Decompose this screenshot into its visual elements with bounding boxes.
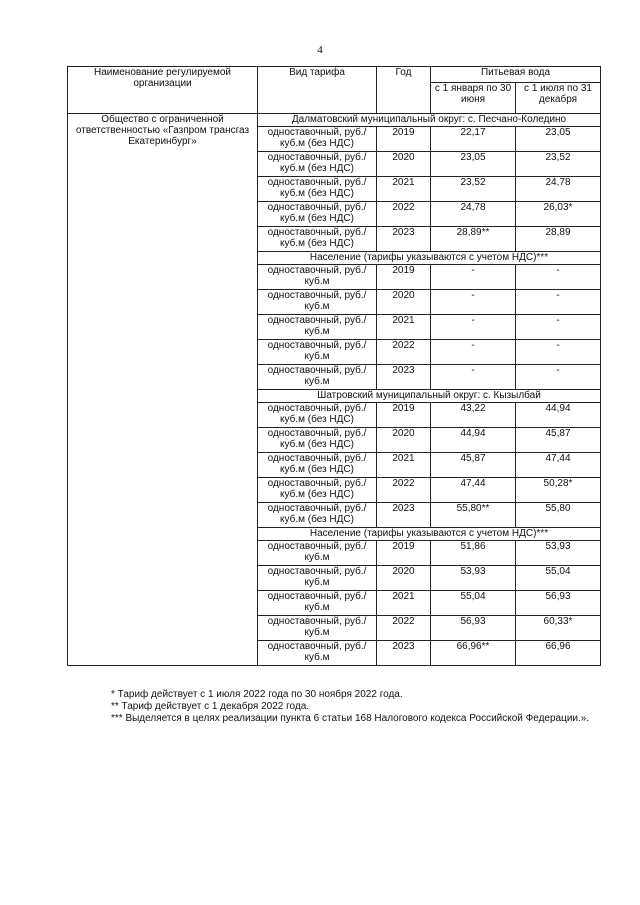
tariff-first-half-cell: 55,04 (431, 591, 516, 616)
tariff-type-cell: одноставочный, руб./куб.м (258, 616, 377, 641)
year-cell: 2022 (377, 616, 431, 641)
tariff-type-cell: одноставочный, руб./куб.м (без НДС) (258, 478, 377, 503)
tariff-second-half-cell: - (516, 265, 601, 290)
year-cell: 2021 (377, 177, 431, 202)
year-cell: 2020 (377, 152, 431, 177)
section-header-row (68, 114, 601, 127)
footnote-3: *** Выделяется в целях реализации пункта 6 статьи 168 Налогового кодекса Российской Федерации.». (111, 713, 590, 724)
tariff-second-half-cell: 23,52 (516, 152, 601, 177)
tariff-type-cell: одноставочный, руб./куб.м (без НДС) (258, 202, 377, 227)
tariff-type-cell: одноставочный, руб./куб.м (без НДС) (258, 403, 377, 428)
tariff-type-cell: одноставочный, руб./куб.м (без НДС) (258, 428, 377, 453)
tariff-first-half-cell: 51,86 (431, 541, 516, 566)
tariff-type-cell: одноставочный, руб./куб.м (258, 566, 377, 591)
tariff-second-half-cell: 53,93 (516, 541, 601, 566)
year-cell: 2021 (377, 591, 431, 616)
year-cell: 2021 (377, 453, 431, 478)
organization-name: Общество с ограниченной ответственностью «Газпром трансгаз Екатеринбург» (68, 114, 258, 666)
tariff-type-cell: одноставочный, руб./куб.м (258, 290, 377, 315)
tariff-first-half-cell: - (431, 365, 516, 390)
tariff-first-half-cell: - (431, 340, 516, 365)
tariff-type-cell: одноставочный, руб./куб.м (258, 641, 377, 666)
year-cell: 2019 (377, 403, 431, 428)
tariff-second-half-cell: 47,44 (516, 453, 601, 478)
year-cell: 2021 (377, 315, 431, 340)
section-title: Население (тарифы указываются с учетом НДС)*** (258, 252, 601, 265)
tariff-second-half-cell: 55,04 (516, 566, 601, 591)
tariff-second-half-cell: 45,87 (516, 428, 601, 453)
footnote-1: * Тариф действует с 1 июля 2022 года по 30 ноября 2022 года. (111, 689, 403, 700)
tariff-first-half-cell: 55,80** (431, 503, 516, 528)
tariff-type-cell: одноставочный, руб./куб.м (258, 541, 377, 566)
tariff-first-half-cell: 47,44 (431, 478, 516, 503)
tariff-second-half-cell: - (516, 365, 601, 390)
tariff-second-half-cell: 50,28* (516, 478, 601, 503)
tariff-first-half-cell: - (431, 290, 516, 315)
tariff-first-half-cell: 44,94 (431, 428, 516, 453)
tariff-type-cell: одноставочный, руб./куб.м (258, 315, 377, 340)
tariff-first-half-cell: 45,87 (431, 453, 516, 478)
header-period-first-half: с 1 января по 30 июня (431, 83, 516, 114)
tariff-first-half-cell: - (431, 315, 516, 340)
footnote-2: ** Тариф действует с 1 декабря 2022 года. (111, 701, 310, 712)
tariff-first-half-cell: 23,05 (431, 152, 516, 177)
tariff-first-half-cell: 23,52 (431, 177, 516, 202)
tariff-second-half-cell: 28,89 (516, 227, 601, 252)
tariff-first-half-cell: 43,22 (431, 403, 516, 428)
tariff-type-cell: одноставочный, руб./куб.м (258, 591, 377, 616)
year-cell: 2023 (377, 641, 431, 666)
year-cell: 2023 (377, 227, 431, 252)
tariff-type-cell: одноставочный, руб./куб.м (без НДС) (258, 152, 377, 177)
header-tariff-type: Вид тарифа (258, 67, 377, 114)
tariff-first-half-cell: 66,96** (431, 641, 516, 666)
section-title: Население (тарифы указываются с учетом НДС)*** (258, 528, 601, 541)
tariff-first-half-cell: 24,78 (431, 202, 516, 227)
year-cell: 2022 (377, 478, 431, 503)
header-period-second-half: с 1 июля по 31 декабря (516, 83, 601, 114)
year-cell: 2019 (377, 127, 431, 152)
tariff-second-half-cell: 55,80 (516, 503, 601, 528)
tariff-second-half-cell: 26,03* (516, 202, 601, 227)
tariff-second-half-cell: 44,94 (516, 403, 601, 428)
year-cell: 2020 (377, 566, 431, 591)
year-cell: 2023 (377, 365, 431, 390)
tariff-type-cell: одноставочный, руб./куб.м (без НДС) (258, 177, 377, 202)
tariff-first-half-cell: 56,93 (431, 616, 516, 641)
tariff-type-cell: одноставочный, руб./куб.м (258, 340, 377, 365)
tariff-type-cell: одноставочный, руб./куб.м (без НДС) (258, 227, 377, 252)
year-cell: 2020 (377, 428, 431, 453)
tariff-first-half-cell: 53,93 (431, 566, 516, 591)
tariff-first-half-cell: - (431, 265, 516, 290)
tariff-second-half-cell: 24,78 (516, 177, 601, 202)
header-year: Год (377, 67, 431, 114)
year-cell: 2020 (377, 290, 431, 315)
page-number: 4 (317, 44, 323, 56)
tariff-type-cell: одноставочный, руб./куб.м (без НДС) (258, 127, 377, 152)
tariff-type-cell: одноставочный, руб./куб.м (без НДС) (258, 453, 377, 478)
tariff-type-cell: одноставочный, руб./куб.м (258, 265, 377, 290)
tariff-second-half-cell: 66,96 (516, 641, 601, 666)
tariff-type-cell: одноставочный, руб./куб.м (без НДС) (258, 503, 377, 528)
section-title: Шатровский муниципальный округ: с. Кызылбай (258, 390, 601, 403)
tariff-type-cell: одноставочный, руб./куб.м (258, 365, 377, 390)
year-cell: 2019 (377, 541, 431, 566)
year-cell: 2022 (377, 340, 431, 365)
tariff-second-half-cell: 23,05 (516, 127, 601, 152)
year-cell: 2022 (377, 202, 431, 227)
header-drinking-water: Питьевая вода (431, 67, 601, 83)
tariff-second-half-cell: 60,33* (516, 616, 601, 641)
tariff-second-half-cell: 56,93 (516, 591, 601, 616)
tariff-table (67, 66, 601, 666)
year-cell: 2019 (377, 265, 431, 290)
tariff-second-half-cell: - (516, 290, 601, 315)
tariff-first-half-cell: 22,17 (431, 127, 516, 152)
year-cell: 2023 (377, 503, 431, 528)
section-title: Далматовский муниципальный округ: с. Песчано-Коледино (258, 114, 601, 127)
tariff-second-half-cell: - (516, 340, 601, 365)
tariff-first-half-cell: 28,89** (431, 227, 516, 252)
tariff-second-half-cell: - (516, 315, 601, 340)
header-organization: Наименование регулируемой организации (68, 67, 258, 114)
